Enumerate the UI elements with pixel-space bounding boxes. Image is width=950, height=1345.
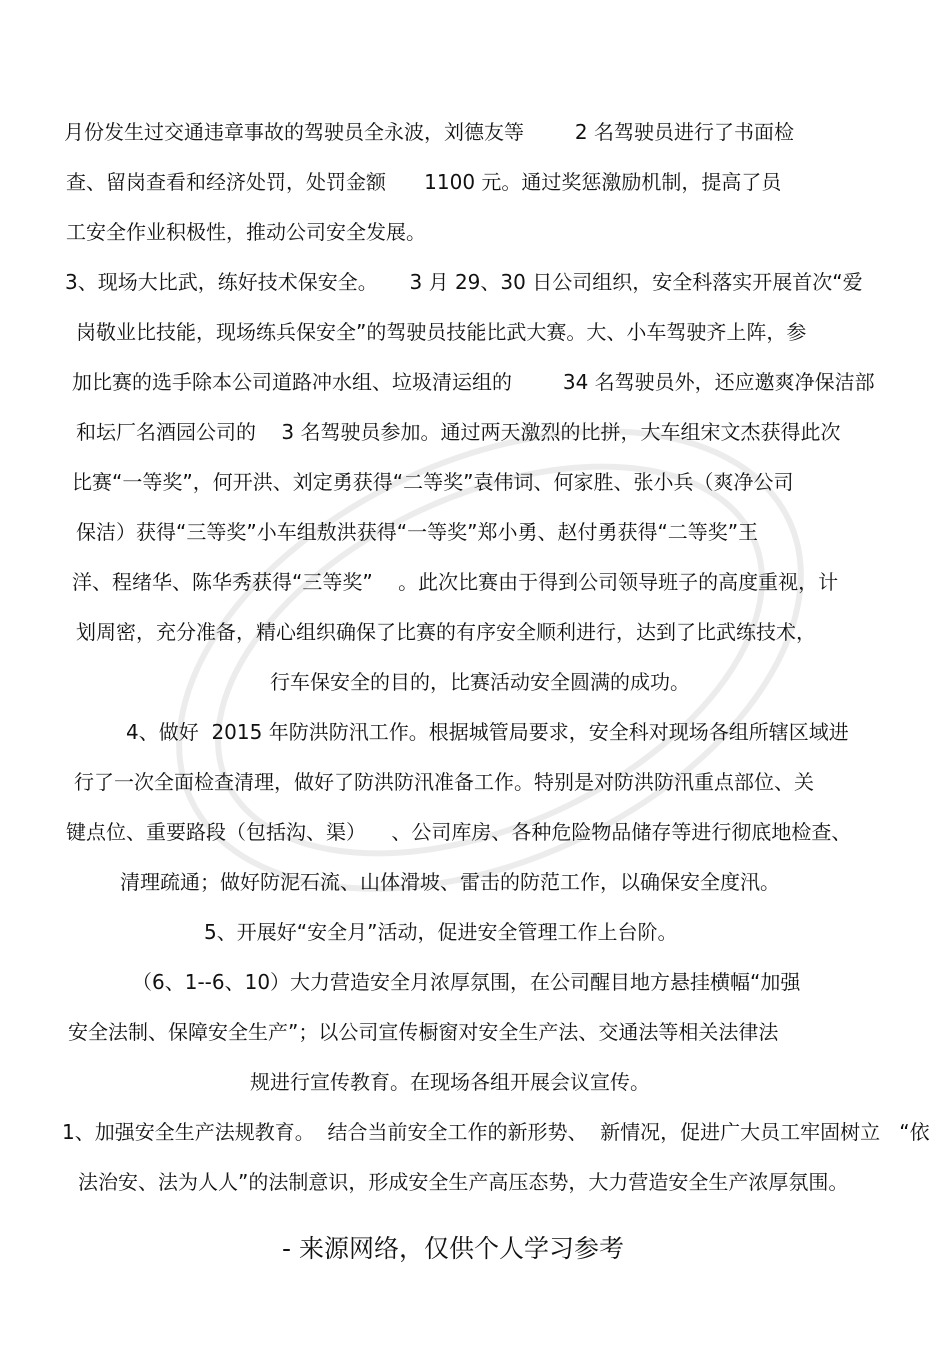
text-line: 1、加强安全生产法规教育。 结合当前安全工作的新形势、 新情况，促进广大员工牢固树立 “依	[62, 1120, 930, 1144]
text-line: 规进行宣传教育。在现场各组开展会议宣传。	[250, 1070, 650, 1094]
text-line: 法治安、法为人人”的法制意识，形成安全生产高压态势，大力营造安全生产浓厚氛围。	[78, 1170, 849, 1194]
footer-note: - 来源网络，仅供个人学习参考	[282, 1234, 624, 1263]
text-line: 4、做好 2015 年防洪防汛工作。根据城管局要求，安全科对现场各组所辖区域进	[126, 720, 849, 744]
text-line: 月份发生过交通违章事故的驾驶员全永波，刘德友等 2 名驾驶员进行了书面检	[64, 120, 794, 144]
text-line: 划周密，充分准备，精心组织确保了比赛的有序安全顺利进行，达到了比武练技术，	[76, 620, 816, 644]
text-line: （6、1--6、10）大力营造安全月浓厚氛围，在公司醒目地方悬挂横幅“加强	[132, 970, 801, 994]
text-line: 查、留岗查看和经济处罚，处罚金额 1100 元。通过奖惩激励机制，提高了员	[66, 170, 782, 194]
text-line: 键点位、重要路段（包括沟、渠） 、公司库房、各种危险物品储存等进行彻底地检查、	[66, 820, 852, 844]
text-line: 岗敬业比技能，现场练兵保安全”的驾驶员技能比武大赛。大、小车驾驶齐上阵，参	[76, 320, 807, 344]
text-line: 清理疏通；做好防泥石流、山体滑坡、雷击的防范工作，以确保安全度汛。	[120, 870, 780, 894]
text-line: 3、现场大比武，练好技术保安全。 3 月 29、30 日公司组织，安全科落实开展首次“爱	[65, 270, 863, 294]
text-line: 加比赛的选手除本公司道路冲水组、垃圾清运组的 34 名驾驶员外，还应邀爽净保洁部	[72, 370, 875, 394]
text-line: 行车保安全的目的，比赛活动安全圆满的成功。	[270, 670, 690, 694]
text-line: 保洁）获得“三等奖”小车组敖洪获得“一等奖”郑小勇、赵付勇获得“二等奖”王	[76, 520, 759, 544]
text-line: 比赛“一等奖”，何开洪、刘定勇获得“二等奖”袁伟词、何家胜、张小兵（爽净公司	[72, 470, 794, 494]
text-line: 和坛厂名酒园公司的 3 名驾驶员参加。通过两天激烈的比拼，大车组宋文杰获得此次	[76, 420, 841, 444]
text-line: 洋、程绪华、陈华秀获得“三等奖” 。此次比赛由于得到公司领导班子的高度重视，计	[72, 570, 839, 594]
text-line: 行了一次全面检查清理，做好了防洪防汛准备工作。特别是对防洪防汛重点部位、关	[74, 770, 814, 794]
text-line: 安全法制、保障安全生产”；以公司宣传橱窗对安全生产法、交通法等相关法律法	[68, 1020, 779, 1044]
text-line: 工安全作业积极性，推动公司安全发展。	[66, 220, 426, 244]
text-line: 5、开展好“安全月”活动，促进安全管理工作上台阶。	[204, 920, 678, 944]
